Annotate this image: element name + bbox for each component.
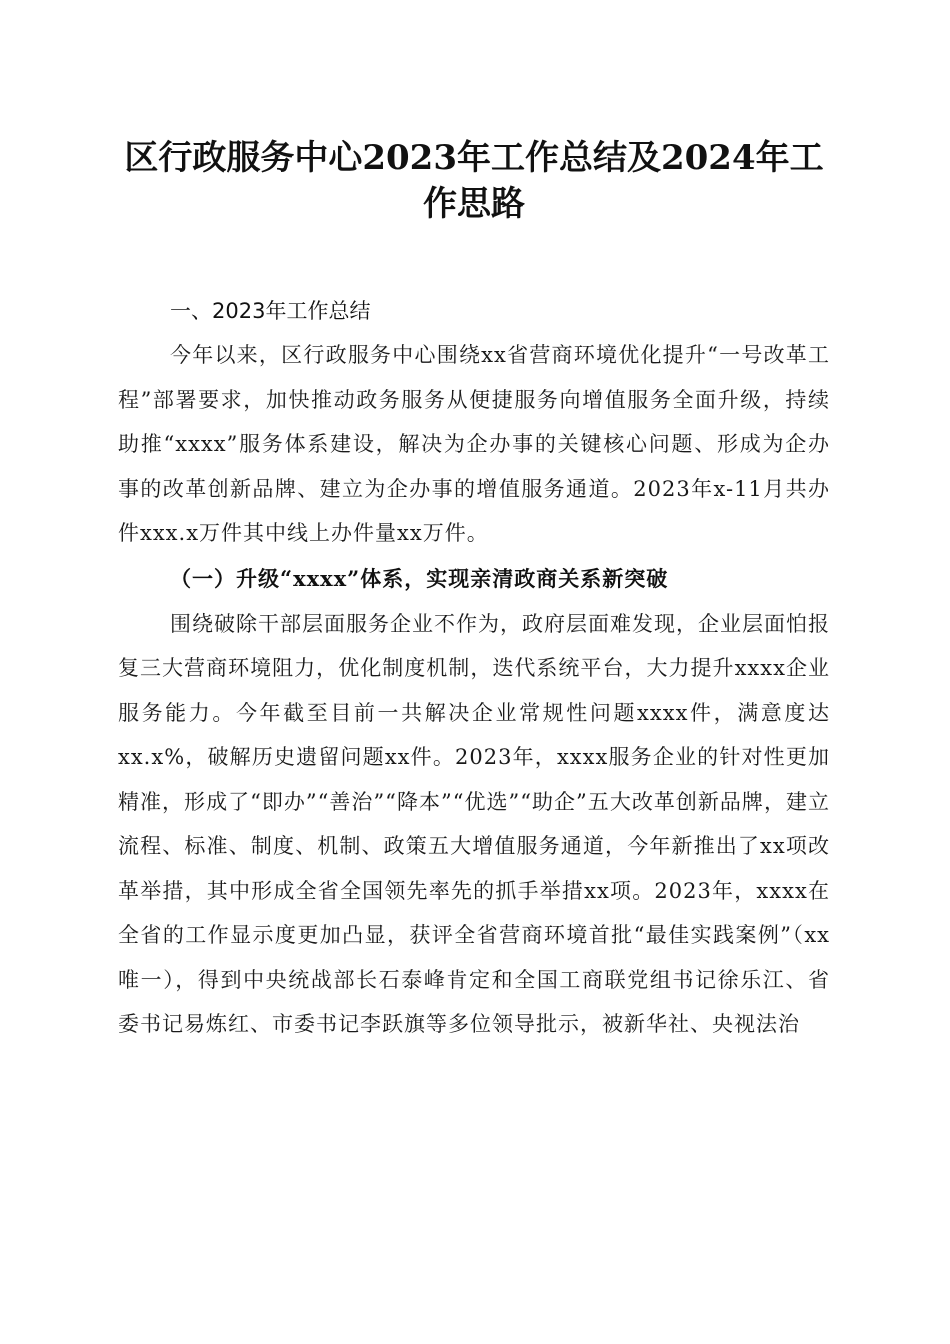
section-heading: 一、2023年工作总结 bbox=[170, 299, 371, 323]
subsection-heading: （一）升级“xxxx”体系，实现亲清政商关系新突破 bbox=[170, 565, 669, 591]
document-title: 区行政服务中心2023年工作总结及2024年工作思路 bbox=[124, 138, 824, 224]
body-paragraph: 围绕破除干部层面服务企业不作为，政府层面难发现，企业层面怕报复三大营商环境阻力，优化制度机制，迭代系统平台，大力提升xxxx企业服务能力。今年截至目前一共解决企业常规性问题xxxx件，满意度达xx.x%，破解历史遗留问题xx件。2023年，xxxx服务企业的针对性更加精准，形成了“即办”“善治”“降本”“优选”“助企”五大改革创新品牌，建立流程、标准、制度、机制、政策五大增值服务通道，今年新推出了xx项改革举措，其中形成全省全国领先率先的抓手举措xx项。2023年，xxxx在全省的工作显示度更加凸显，获评全省营商环境首批“最佳实践案例”（xx唯一），得到中央统战部长石泰峰肯定和全国工商联党组书记徐乐江、省委书记易炼红、市委书记李跃旗等多位领导批示，被新华社、央视法治 bbox=[118, 611, 830, 1036]
document-page bbox=[118, 135, 830, 1047]
intro-paragraph: 今年以来，区行政服务中心围绕xx省营商环境优化提升“一号改革工程”部署要求，加快推动政务服务从便捷服务向增值服务全面升级，持续助推“xxxx”服务体系建设，解决为企办事的关键核心问题、形成为企办事的改革创新品牌、建立为企办事的增值服务通道。2023年x-11月共办件xxx.x万件其中线上办件量xx万件。 bbox=[118, 343, 830, 545]
